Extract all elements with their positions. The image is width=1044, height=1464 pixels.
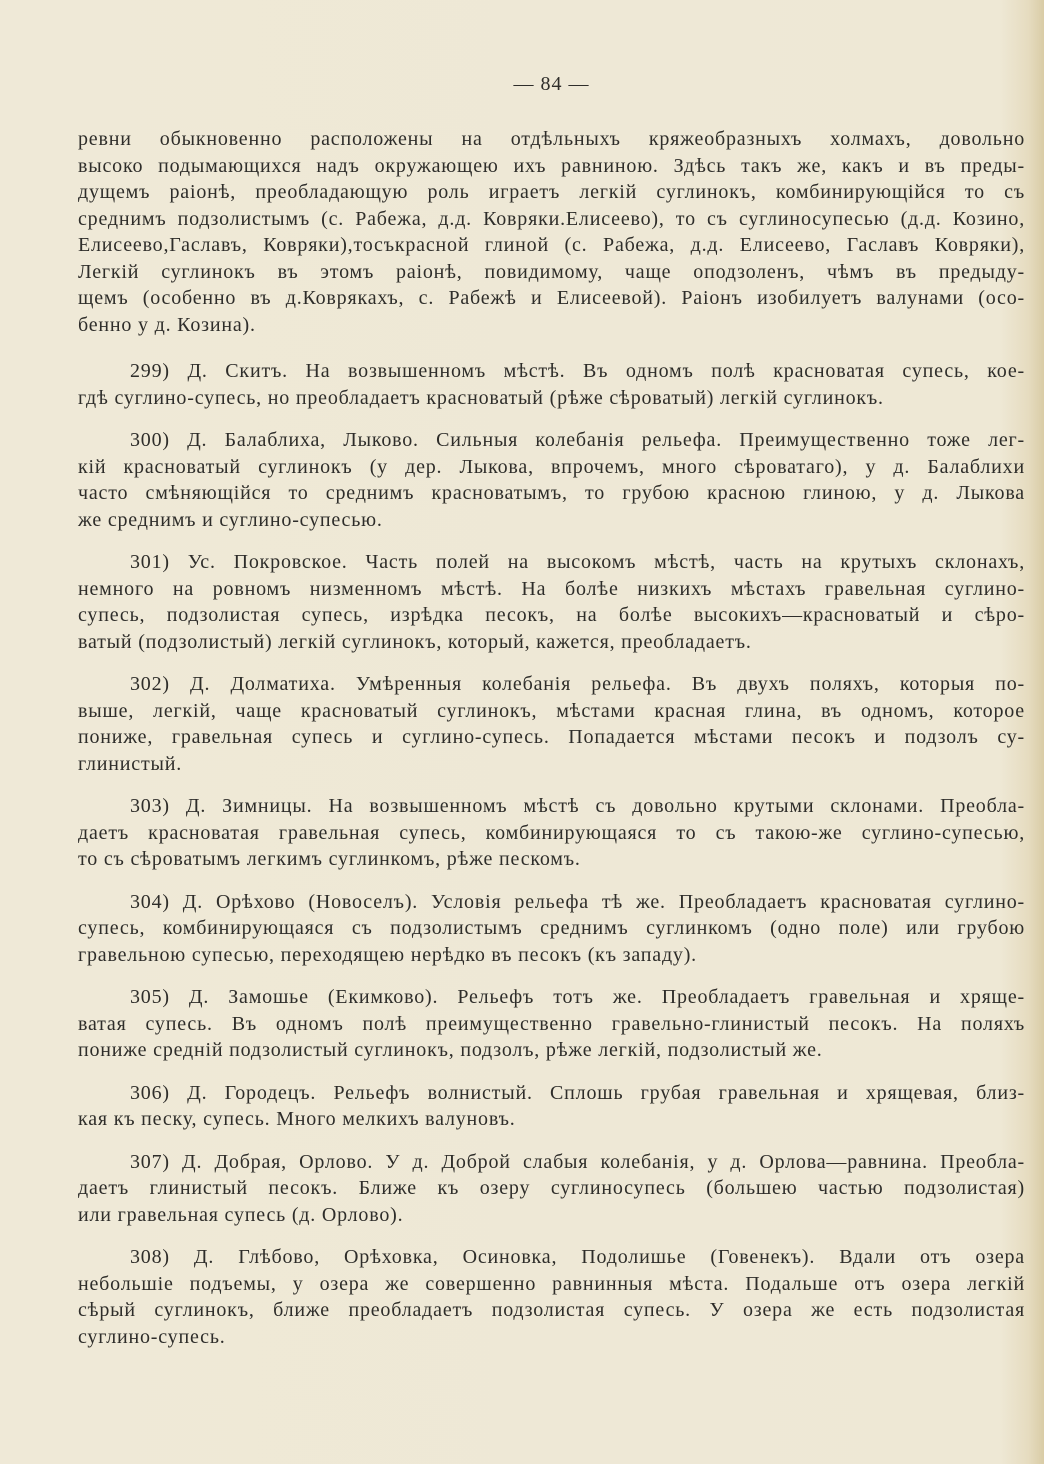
text-line: щемъ (особенно въ д.Коврякахъ, с. Рабежѣ и Елисеевой). Раіонъ изобилуетъ валунами (осо- — [78, 287, 1025, 309]
text-line: Елисеево,Гаславъ, Ковряки),тосъкрасной глиной (с. Рабежа, д.д. Елисеево, Гаславъ Ковряки), — [78, 234, 1025, 256]
text-line: высоко подымающихся надъ окружающею ихъ равниною. Здѣсь такъ же, какъ и въ преды- — [78, 154, 1025, 177]
text-line: ревни обыкновенно расположены на отдѣльныхъ кряжеобразныхъ холмахъ, довольно — [78, 128, 1025, 150]
paragraph-304 — [78, 889, 1025, 969]
text-line: 301) Ус. Покровское. Часть полей на высокомъ мѣстѣ, часть на крутыхъ склонахъ, — [130, 551, 1025, 573]
text-line: 302) Д. Долматиха. Умѣренныя колебанія рельефа. Въ двухъ поляхъ, которыя по- — [130, 673, 1025, 695]
text-line: 304) Д. Орѣхово (Новоселъ). Условія рельефа тѣ же. Преобладаетъ красноватая суглино- — [130, 890, 1025, 913]
text-line: ватый (подзолистый) легкій суглинокъ, который, кажется, преобладаетъ. — [78, 630, 752, 653]
text-line: бенно у д. Козина). — [78, 313, 256, 336]
text-line: супесь, комбинирующаяся съ подзолистымъ среднимъ суглинкомъ (одно поле) или грубою — [78, 917, 1025, 939]
text-line: Легкій суглинокъ въ этомъ раіонѣ, повидимому, чаще оподзоленъ, чѣмъ въ предыду- — [78, 260, 1025, 283]
text-line: супесь, подзолистая супесь, изрѣдка песокъ, на болѣе высокихъ—красноватый и сѣро- — [78, 604, 1025, 626]
text-line: 300) Д. Балаблиха, Лыково. Сильныя колебанія рельефа. Преимущественно тоже лег- — [130, 429, 1025, 451]
text-line: сѣрый суглинокъ, ближе преобладаетъ подзолистая супесь. У озера же есть подзолистая — [78, 1299, 1025, 1321]
text-line: кая къ песку, супесь. Много мелкихъ валуновъ. — [78, 1108, 516, 1130]
text-line: глинистый. — [78, 752, 183, 775]
text-line: суглино-супесь. — [78, 1325, 226, 1348]
text-line: часто смѣняющійся то среднимъ красноватымъ, то грубою красною глиною, у д. Лыкова — [78, 482, 1025, 504]
paragraph-305 — [78, 984, 1025, 1064]
text-line: небольшіе подъемы, у озера же совершенно равнинныя мѣста. Подальше отъ озера легкій — [78, 1272, 1025, 1295]
text-line: пониже средній подзолистый суглинокъ, подзолъ, рѣже легкій, подзолистый же. — [78, 1039, 823, 1061]
paragraph-306 — [78, 1080, 1025, 1133]
text-line: ватая супесь. Въ одномъ полѣ преимущественно гравельно-глинистый песокъ. На поляхъ — [78, 1012, 1025, 1035]
text-line: даетъ глинистый песокъ. Ближе къ озеру суглиносупесь (большею частью подзолистая) — [78, 1177, 1025, 1199]
text-line: 305) Д. Замошье (Екимково). Рельефъ тотъ же. Преобладаетъ гравельная и хряще- — [130, 986, 1025, 1008]
text-line: среднимъ подзолистымъ (с. Рабежа, д.д. Ковряки.Елисеево), то съ суглиносупесью (д.д. Козино, — [78, 207, 1025, 230]
paragraph-308 — [78, 1244, 1025, 1350]
text-line: немного на ровномъ низменномъ мѣстѣ. На болѣе низкихъ мѣстахъ гравельная суглино- — [78, 577, 1025, 600]
text-line: же среднимъ и суглино-супесью. — [78, 508, 383, 531]
paragraph-303 — [78, 793, 1025, 873]
text-line: 303) Д. Зимницы. На возвышенномъ мѣстѣ съ довольно крутыми склонами. Преобла- — [130, 795, 1025, 817]
text-line: кій красноватый суглинокъ (у дер. Лыкова, впрочемъ, много сѣроватаго), у д. Балаблихи — [78, 455, 1025, 478]
body-text — [78, 126, 1025, 1350]
text-line: гдѣ суглино-супесь, но преобладаетъ красноватый (рѣже сѣроватый) легкій суглинокъ. — [78, 386, 884, 409]
text-line: то съ сѣроватымъ легкимъ суглинкомъ, рѣже пескомъ. — [78, 848, 581, 870]
page-number: — 84 — — [513, 73, 590, 95]
text-line: даетъ красноватая гравельная супесь, комбинирующаяся то съ такою-же суглино-супесью, — [78, 821, 1025, 844]
text-line: или гравельная супесь (д. Орлово). — [78, 1203, 404, 1226]
text-line: 308) Д. Глѣбово, Орѣховка, Осиновка, Подолишье (Говенекъ). Вдали отъ озера — [130, 1246, 1025, 1268]
paragraph-302 — [78, 671, 1025, 777]
text-line: 306) Д. Городецъ. Рельефъ волнистый. Сплошь грубая гравельная и хрящевая, близ- — [130, 1081, 1025, 1104]
text-line: пониже, гравельная супесь и суглино-супесь. Попадается мѣстами песокъ и подзолъ су- — [78, 726, 1025, 748]
paragraph-301 — [78, 549, 1025, 655]
text-line: дущемъ раіонѣ, преобладающую роль играетъ легкій суглинокъ, комбинирующійся то съ — [78, 181, 1025, 203]
paragraph-continuation — [78, 126, 1025, 338]
text-line: 299) Д. Скитъ. На возвышенномъ мѣстѣ. Въ одномъ полѣ красноватая супесь, кое- — [130, 360, 1025, 382]
text-line: гравельною супесью, переходящею нерѣдко въ песокъ (къ западу). — [78, 943, 697, 966]
paragraph-300 — [78, 427, 1025, 533]
paragraph-299 — [78, 358, 1025, 411]
text-line: выше, легкій, чаще красноватый суглинокъ, мѣстами красная глина, въ одномъ, которое — [78, 699, 1025, 722]
text-line: 307) Д. Добрая, Орлово. У д. Доброй слабыя колебанія, у д. Орлова—равнина. Преобла- — [130, 1150, 1025, 1173]
paragraph-307 — [78, 1149, 1025, 1229]
